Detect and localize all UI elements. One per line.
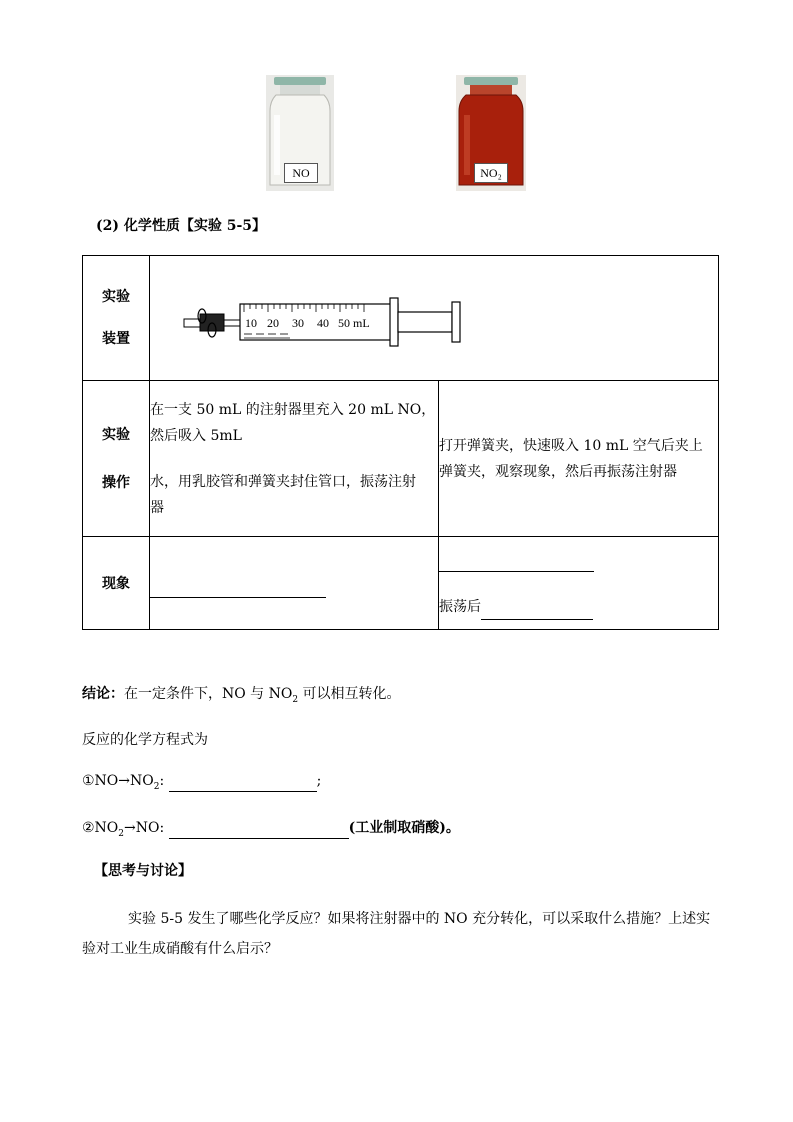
bottle-no-image xyxy=(266,75,334,191)
bottle-no-label: NO xyxy=(284,163,318,183)
equation-2: $②NO_2\to NO$: (工业制取硝酸)。 xyxy=(82,820,460,839)
phenomenon-header: 现象 xyxy=(83,537,150,630)
equation-2-blank[interactable] xyxy=(169,824,349,839)
conclusion-line: 结论：在一定条件下，NO 与 $NO_2$ 可以相互转化。 xyxy=(82,686,401,705)
conclusion-label: 结论： xyxy=(82,686,124,702)
scale-label-30: 30 xyxy=(292,316,304,330)
equation-1: $①NO\to NO_2$: ; xyxy=(82,773,322,792)
syringe-diagram xyxy=(182,294,482,354)
operation-left-cell: 在一支 50 mL 的注射器里充入 20 mL NO， 然后吸入 5mL 水，用乳胶管和弹簧夹封住管口，振荡注射 器 xyxy=(150,381,439,537)
table-row-phenomenon xyxy=(83,537,719,630)
bottle-no2-image xyxy=(456,75,524,191)
discussion-title: 【思考与讨论】 xyxy=(94,863,192,879)
equation-1-blank[interactable] xyxy=(169,777,317,792)
operation-header: 实验 操作 xyxy=(83,381,150,537)
scale-label-50: 50 mL xyxy=(338,316,370,330)
equation-intro: 反应的化学方程式为 xyxy=(82,732,208,748)
phenomenon-left-cell xyxy=(150,537,439,630)
bottle-no2-label: NO₂ xyxy=(474,163,508,183)
scale-label-10: 10 xyxy=(245,316,257,330)
table-row-operation xyxy=(83,381,719,537)
operation-right-cell: 打开弹簧夹，快速吸入 10 mL 空气后夹上 弹簧夹，观察现象，然后再振荡注射器 xyxy=(439,381,719,537)
discussion-paragraph: 实验 5-5 发生了哪些化学反应？如果将注射器中的 NO 充分转化，可以采取什么措施？上述实 验对工业生成硝酸有什么启示？ xyxy=(82,911,711,957)
after-shake-label: 振荡后 xyxy=(439,599,481,615)
syringe-cell xyxy=(150,256,719,381)
experiment-table xyxy=(82,255,719,630)
table-row-apparatus xyxy=(83,256,719,381)
scale-label-20: 20 xyxy=(267,316,279,330)
scale-label-40: 40 xyxy=(317,316,329,330)
phenomenon-right-cell xyxy=(439,537,719,630)
phenomenon-blank-left[interactable] xyxy=(150,583,326,598)
section-title: (2) 化学性质【实验 5-5】 xyxy=(96,218,267,234)
apparatus-header: 实验 装置 xyxy=(83,256,150,381)
after-shake-blank[interactable] xyxy=(481,605,593,620)
phenomenon-blank-right[interactable] xyxy=(439,559,594,572)
